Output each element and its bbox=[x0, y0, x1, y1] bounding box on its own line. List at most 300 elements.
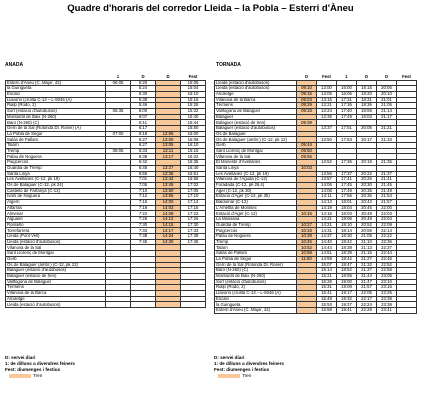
station-cell: Sant Llorenç de Montgai bbox=[6, 251, 106, 257]
time-cell: 07:00 bbox=[106, 131, 131, 137]
time-cell: 18:52 bbox=[337, 268, 357, 274]
station-cell: Montardit de Baix (N-260) bbox=[6, 114, 106, 120]
time-cell: 16:35 bbox=[181, 160, 206, 166]
time-cell: 14:13 bbox=[317, 199, 337, 205]
time-cell: 21:21 bbox=[377, 126, 397, 132]
time-cell: 15:04 bbox=[181, 86, 206, 92]
station-cell: Guàrdia de Tremp bbox=[6, 165, 106, 171]
time-cell: 18:15 bbox=[357, 86, 377, 92]
time-cell: 13:50 bbox=[317, 137, 337, 143]
time-cell: 18:03 bbox=[337, 211, 357, 217]
time-cell: 15:50 bbox=[181, 126, 206, 132]
time-cell: 13:35 bbox=[156, 171, 181, 177]
table-row bbox=[6, 302, 206, 308]
station-cell: Les Avellanes (C-12, pk 19) bbox=[6, 177, 106, 183]
legend-tren bbox=[5, 373, 75, 379]
time-cell: 22:17 bbox=[357, 296, 377, 302]
time-cell: 17:30 bbox=[181, 222, 206, 228]
station-cell: Estació d'Àger (C-12, pk 35) bbox=[215, 194, 297, 200]
station-cell: Rialp (Rodó, 2) bbox=[215, 285, 297, 291]
time-cell: 15:49 bbox=[317, 296, 337, 302]
time-cell: 15:07 bbox=[317, 262, 337, 268]
time-cell: 15:26 bbox=[181, 103, 206, 109]
time-cell: 16:00 bbox=[181, 131, 206, 137]
time-cell: 13:37 bbox=[317, 126, 337, 132]
legend-item: 1: de dilluns a divendres feiners bbox=[5, 361, 75, 366]
time-cell: 13:05 bbox=[317, 91, 337, 97]
time-cell: 22:03 bbox=[377, 211, 397, 217]
time-cell: 20:36 bbox=[357, 194, 377, 200]
time-cell: 6:33 bbox=[131, 148, 156, 154]
time-cell: 06:05 bbox=[106, 80, 131, 86]
anada-heading: ANADA bbox=[5, 62, 24, 68]
station-cell: Vilanova de la Barca bbox=[215, 97, 297, 103]
time-cell: 15:32 bbox=[181, 108, 206, 114]
time-cell: 21:37 bbox=[377, 171, 397, 177]
time-cell: 14:30 bbox=[156, 239, 181, 245]
station-cell: Baro (N-260) (C) bbox=[6, 120, 106, 126]
time-cell: 17:31 bbox=[337, 97, 357, 103]
time-cell bbox=[397, 308, 417, 314]
station-cell: Almenar bbox=[6, 211, 106, 217]
time-cell: 17:36 bbox=[337, 160, 357, 166]
time-cell: 16:22 bbox=[181, 154, 206, 160]
time-cell: 09:15 bbox=[297, 91, 317, 97]
time-cell: 20:17 bbox=[357, 137, 377, 143]
time-cell: 16:51 bbox=[181, 171, 206, 177]
time-cell: 5:30 bbox=[131, 91, 156, 97]
time-cell: 7:22 bbox=[131, 211, 156, 217]
time-cell: 7:45 bbox=[131, 239, 156, 245]
time-cell: 6:45 bbox=[131, 165, 156, 171]
time-cell: 22:14 bbox=[377, 228, 397, 234]
time-cell: 21:13 bbox=[357, 245, 377, 251]
time-cell: 19:03 bbox=[357, 114, 377, 120]
time-cell: 21:57 bbox=[377, 199, 397, 205]
time-cell: 23:05 bbox=[377, 273, 397, 279]
station-cell: Foradada (C-12, pk 26,4) bbox=[215, 182, 297, 188]
station-cell: Vilanova de la Sal bbox=[215, 154, 297, 160]
time-cell bbox=[297, 308, 317, 314]
time-cell: 18:30 bbox=[337, 234, 357, 240]
station-cell: Rialp (Rodó, 2) bbox=[6, 103, 106, 109]
time-cell: 20:26 bbox=[357, 177, 377, 183]
col-header: Fest bbox=[322, 74, 331, 79]
station-cell: Balaguer (estació d'autobusos) bbox=[6, 268, 106, 274]
col-header: D bbox=[166, 74, 170, 79]
time-cell: 17:49 bbox=[337, 188, 357, 194]
station-cell: Tremp bbox=[215, 239, 297, 245]
time-cell: 09:50 bbox=[297, 148, 317, 154]
time-cell: 13:27 bbox=[156, 165, 181, 171]
time-cell: 5:46 bbox=[131, 103, 156, 109]
time-cell: 18:59 bbox=[357, 108, 377, 114]
time-cell: 17:22 bbox=[181, 211, 206, 217]
time-cell: 21:44 bbox=[357, 273, 377, 279]
time-cell: 17:40 bbox=[337, 108, 357, 114]
time-cell: 15:53 bbox=[317, 302, 337, 308]
time-cell: 15:44 bbox=[181, 120, 206, 126]
time-cell: 6:55 bbox=[131, 171, 156, 177]
time-cell: 22:04 bbox=[377, 217, 397, 223]
time-cell: 6:42 bbox=[131, 160, 156, 166]
legend-item: 1: de dilluns a divendres feiners bbox=[214, 361, 284, 366]
time-cell: 20:22 bbox=[357, 171, 377, 177]
time-cell: 22:05 bbox=[357, 290, 377, 296]
time-cell: 17:49 bbox=[337, 114, 357, 120]
time-cell: 22:44 bbox=[377, 251, 397, 257]
legend-item: Fest: diumenges i festius bbox=[5, 367, 61, 372]
time-cell: 14:16 bbox=[317, 211, 337, 217]
station-cell: Lleida (estació d'autobusos) bbox=[6, 239, 106, 245]
time-cell: 20:05 bbox=[357, 126, 377, 132]
time-cell: 14:44 bbox=[317, 245, 337, 251]
station-cell: Vallfogona de Balaguer bbox=[215, 108, 297, 114]
time-cell: 7:18 bbox=[131, 205, 156, 211]
time-cell bbox=[181, 302, 206, 308]
col-header: D bbox=[364, 74, 369, 79]
time-cell: 06:35 bbox=[106, 108, 131, 114]
station-cell: la Guingueta bbox=[215, 302, 297, 308]
station-cell: Santa Linya bbox=[6, 171, 106, 177]
time-cell: 6:27 bbox=[131, 143, 156, 149]
col-header: 1 bbox=[116, 74, 120, 79]
time-cell: 17:14 bbox=[181, 199, 206, 205]
station-cell: Palau de Noguera bbox=[6, 154, 106, 160]
table-row bbox=[215, 308, 417, 314]
time-cell: 10:27 bbox=[297, 222, 317, 228]
time-cell: 17:02 bbox=[181, 182, 206, 188]
tren-label: Tren bbox=[242, 373, 252, 378]
time-cell: 15:58 bbox=[317, 308, 337, 314]
time-cell: 13:35 bbox=[317, 114, 337, 120]
time-cell: 16:10 bbox=[181, 143, 206, 149]
time-cell: 14:17 bbox=[156, 228, 181, 234]
station-cell: Balaguer (estació de tren) bbox=[6, 273, 106, 279]
time-cell: 18:10 bbox=[337, 222, 357, 228]
time-cell: 23:25 bbox=[377, 290, 397, 296]
time-cell: 10:58 bbox=[297, 251, 317, 257]
station-cell: Lleida (Pont Vell) bbox=[6, 234, 106, 240]
time-cell: 17:16 bbox=[181, 205, 206, 211]
time-cell: 23:39 bbox=[377, 302, 397, 308]
station-cell: Alguaire bbox=[6, 217, 106, 223]
station-cell: Vilanova de l'Aguda (C-12) bbox=[215, 177, 297, 183]
time-cell: 09:33 bbox=[297, 108, 317, 114]
time-cell: 21:01 bbox=[377, 97, 397, 103]
time-cell: 14:19 bbox=[317, 205, 337, 211]
station-cell: Sort (estació d'autobusos) bbox=[215, 279, 297, 285]
time-cell: 5:20 bbox=[131, 80, 156, 86]
time-cell: 08:05 bbox=[106, 148, 131, 154]
time-cell: 16:58 bbox=[181, 177, 206, 183]
time-cell: 18:01 bbox=[337, 199, 357, 205]
time-cell: 15:40 bbox=[181, 114, 206, 120]
time-cell: 14:15 bbox=[156, 222, 181, 228]
legend-item: D: servei diari bbox=[5, 355, 36, 360]
time-cell: 14:00 bbox=[156, 199, 181, 205]
col-header: Fest bbox=[188, 74, 198, 79]
time-cell: 19:17 bbox=[337, 290, 357, 296]
station-cell: Balaguer bbox=[215, 114, 297, 120]
time-cell: 18:55 bbox=[337, 273, 357, 279]
time-cell: 17:26 bbox=[181, 217, 206, 223]
time-cell: 21:05 bbox=[357, 234, 377, 240]
time-cell: 13:56 bbox=[317, 171, 337, 177]
time-cell: 21:32 bbox=[357, 262, 377, 268]
time-cell: 10:52 bbox=[297, 245, 317, 251]
time-cell: 5:24 bbox=[131, 86, 156, 92]
station-cell: L'Àmetlla de Montsec bbox=[215, 205, 297, 211]
time-cell: 13:55 bbox=[156, 194, 181, 200]
time-cell: 17:05 bbox=[181, 188, 206, 194]
time-cell: 7:05 bbox=[131, 182, 156, 188]
time-cell: 21:35 bbox=[377, 160, 397, 166]
time-cell: 21:10 bbox=[357, 239, 377, 245]
time-cell: 23:10 bbox=[377, 279, 397, 285]
legend-right bbox=[214, 355, 284, 379]
time-cell: 09:23 bbox=[297, 97, 317, 103]
station-cell: Gerb bbox=[215, 143, 297, 149]
time-cell: 18:42 bbox=[337, 239, 357, 245]
station-cell: Os de Balaguer (ambr.) (C-12, pk 12) bbox=[6, 262, 106, 268]
time-cell: 20:05 bbox=[377, 86, 397, 92]
station-cell: Escaló bbox=[6, 91, 106, 97]
station-cell: Algerri bbox=[6, 199, 106, 205]
time-cell: 21:37 bbox=[357, 268, 377, 274]
time-cell: 6:38 bbox=[131, 154, 156, 160]
station-cell: Estació d'Àger (C-12) bbox=[215, 211, 297, 217]
time-cell: 17:56 bbox=[337, 194, 357, 200]
station-cell: Esterri d'Àneu (C. Major, 42) bbox=[215, 308, 297, 314]
time-cell: 6:11 bbox=[131, 120, 156, 126]
time-cell: 13:50 bbox=[156, 188, 181, 194]
time-cell: 21:57 bbox=[357, 285, 377, 291]
time-cell: 13:11 bbox=[156, 148, 181, 154]
station-cell: Talarn bbox=[215, 245, 297, 251]
time-cell: 6:07 bbox=[131, 114, 156, 120]
time-cell: 09:55 bbox=[297, 154, 317, 160]
station-cell: Ivars de Noguera bbox=[6, 194, 106, 200]
time-cell: 09:39 bbox=[297, 120, 317, 126]
station-cell: Alcoletge bbox=[6, 296, 106, 302]
time-cell: 15:28 bbox=[317, 279, 337, 285]
time-cell: 6:18 bbox=[131, 131, 156, 137]
legend-tren bbox=[214, 373, 284, 379]
time-cell: 21:16 bbox=[357, 251, 377, 257]
time-cell: 12:55 bbox=[156, 131, 181, 137]
time-cell: 18:47 bbox=[337, 262, 357, 268]
time-cell: 15:21 bbox=[317, 273, 337, 279]
time-cell: 18:20 bbox=[357, 91, 377, 97]
time-cell: 14:37 bbox=[317, 234, 337, 240]
time-cell: 17:38 bbox=[181, 234, 206, 240]
time-cell: 13:00 bbox=[156, 137, 181, 143]
time-cell: 15:16 bbox=[181, 97, 206, 103]
station-cell: Santa Linya bbox=[215, 165, 297, 171]
col-header: D bbox=[384, 74, 389, 79]
station-cell: Baldomar (C-12) bbox=[215, 199, 297, 205]
time-cell: 20:30 bbox=[357, 182, 377, 188]
time-cell: 20:45 bbox=[357, 205, 377, 211]
time-cell: 14:12 bbox=[156, 217, 181, 223]
time-cell: 13:42 bbox=[156, 177, 181, 183]
time-cell: 17:33 bbox=[181, 228, 206, 234]
station-cell: Os de Balaguer (ambr.) (C-12, pk 12) bbox=[215, 137, 297, 143]
time-cell bbox=[106, 302, 131, 308]
time-cell: 19:32 bbox=[337, 296, 357, 302]
station-cell: Salàs de Pallars bbox=[6, 137, 106, 143]
time-cell: 14:31 bbox=[317, 228, 337, 234]
station-cell: Llavorsí (cruïlla C-13 – L-5046 (A) bbox=[6, 97, 106, 103]
station-cell: Les Avellanes (C-12, pk 19) bbox=[215, 171, 297, 177]
station-cell: La Massana bbox=[215, 217, 297, 223]
station-cell: Escaló bbox=[215, 296, 297, 302]
station-cell: Salàs de Pallars bbox=[215, 251, 297, 257]
time-cell: 14:51 bbox=[317, 251, 337, 257]
time-cell: 14:21 bbox=[317, 217, 337, 223]
time-cell: 09:10 bbox=[297, 86, 317, 92]
tren-label: Tren bbox=[33, 373, 43, 378]
station-cell: Alfarràs bbox=[6, 205, 106, 211]
time-cell: 16:08 bbox=[181, 137, 206, 143]
time-cell: 10:03 bbox=[297, 165, 317, 171]
legend-left bbox=[5, 355, 75, 379]
time-cell: 6:27 bbox=[131, 137, 156, 143]
station-cell: Vallfogona de Balaguer bbox=[6, 279, 106, 285]
time-cell: 7:15 bbox=[131, 199, 156, 205]
time-cell: 7:30 bbox=[131, 222, 156, 228]
time-cell: 22:29 bbox=[357, 308, 377, 314]
time-cell: 21:54 bbox=[377, 194, 397, 200]
station-cell: Sort (estació d'autobusos) bbox=[6, 108, 106, 114]
time-cell: 20:49 bbox=[357, 217, 377, 223]
station-cell: Puigcercós bbox=[6, 160, 106, 166]
time-cell: 14:08 bbox=[317, 188, 337, 194]
time-cell: 14:59 bbox=[317, 256, 337, 262]
station-cell: Montardit de Baix (N-260) bbox=[215, 273, 297, 279]
time-cell: 17:53 bbox=[337, 137, 357, 143]
time-cell: 18:42 bbox=[337, 256, 357, 262]
station-cell: Os de Balaguer (C-12, pk 24) bbox=[6, 182, 106, 188]
time-cell: 7:33 bbox=[131, 228, 156, 234]
time-cell: 09:44 bbox=[297, 143, 317, 149]
time-cell: 21:47 bbox=[357, 279, 377, 285]
time-cell: 7:38 bbox=[131, 234, 156, 240]
page-title: Quadre d'horaris del corredor Lleida – la Pobla – Esterri d'Àneu bbox=[67, 3, 354, 14]
time-cell: 15:05 bbox=[181, 80, 206, 86]
col-header: 1 bbox=[345, 74, 348, 79]
time-cell: 19:37 bbox=[337, 302, 357, 308]
time-cell: 23:39 bbox=[377, 296, 397, 302]
time-cell: 17:45 bbox=[337, 182, 357, 188]
time-cell: 13:24 bbox=[317, 108, 337, 114]
time-cell: 22:36 bbox=[377, 239, 397, 245]
time-cell: 21:17 bbox=[377, 114, 397, 120]
time-cell: 22:09 bbox=[377, 222, 397, 228]
time-cell: 17:36 bbox=[337, 103, 357, 109]
col-header: D bbox=[304, 74, 309, 79]
station-cell: Vilanova de la Barca bbox=[6, 290, 106, 296]
time-cell: 22:24 bbox=[357, 302, 377, 308]
time-cell: 17:37 bbox=[337, 171, 357, 177]
time-cell: 14:06 bbox=[317, 182, 337, 188]
station-cell: Térmens bbox=[215, 103, 297, 109]
time-cell: 23:15 bbox=[377, 285, 397, 291]
station-cell: Gerri de la Sal (Rotonda Dl. Roser) (A) bbox=[6, 126, 106, 132]
time-cell: 15:41 bbox=[317, 290, 337, 296]
tren-swatch bbox=[9, 374, 31, 378]
tren-swatch bbox=[218, 374, 240, 378]
time-cell: 19:41 bbox=[337, 308, 357, 314]
station-cell: Sant Llorenç de Montgai bbox=[215, 148, 297, 154]
station-cell: la Guingueta bbox=[6, 86, 106, 92]
time-cell: 13:52 bbox=[317, 160, 337, 166]
time-cell: 21:33 bbox=[377, 137, 397, 143]
station-cell: La Pobla de Segur bbox=[215, 256, 297, 262]
time-cell: 6:00 bbox=[131, 108, 156, 114]
time-cell: 18:14 bbox=[337, 228, 357, 234]
time-cell: 7:01 bbox=[131, 177, 156, 183]
time-cell: 14:24 bbox=[156, 234, 181, 240]
time-cell: 7:26 bbox=[131, 217, 156, 223]
time-cell: 17:10 bbox=[181, 194, 206, 200]
time-cell bbox=[156, 302, 181, 308]
station-cell: Gerri de la Sal (Rotonda Dl. Roser) bbox=[215, 262, 297, 268]
time-cell: 14:21 bbox=[317, 222, 337, 228]
time-cell: 14:08 bbox=[156, 211, 181, 217]
time-cell: 10:38 bbox=[297, 234, 317, 240]
time-cell: 16:40 bbox=[181, 165, 206, 171]
time-cell: 23:41 bbox=[377, 308, 397, 314]
time-cell: 13:45 bbox=[156, 182, 181, 188]
time-cell: 19:09 bbox=[337, 285, 357, 291]
time-cell: 21:05 bbox=[377, 103, 397, 109]
time-cell: 10:45 bbox=[297, 239, 317, 245]
legend-item: Fest: diumenges i festius bbox=[214, 367, 270, 372]
tornada-timetable bbox=[214, 74, 417, 314]
station-cell: Lleida (estació d'autobusos) bbox=[215, 86, 297, 92]
time-cell: 20:52 bbox=[357, 222, 377, 228]
time-cell: 19:00 bbox=[337, 279, 357, 285]
station-cell: Palau de Noguera bbox=[215, 234, 297, 240]
time-cell: 21:14 bbox=[377, 108, 397, 114]
time-cell: 18:36 bbox=[357, 103, 377, 109]
time-cell: 18:38 bbox=[337, 245, 357, 251]
time-cell: 21:49 bbox=[377, 188, 397, 194]
time-cell: 22:22 bbox=[377, 234, 397, 240]
time-cell: 13:00 bbox=[317, 86, 337, 92]
time-cell: 21:41 bbox=[377, 177, 397, 183]
station-cell: Os de Balaguer bbox=[215, 131, 297, 137]
station-cell: Térmens bbox=[6, 285, 106, 291]
time-cell: 14:40 bbox=[317, 239, 337, 245]
station-cell: Balaguer (estació d'autobusos) bbox=[215, 126, 297, 132]
time-cell: 17:45 bbox=[181, 239, 206, 245]
time-cell: 11:00 bbox=[297, 256, 317, 262]
station-cell: Llavorsí (cruïlla C-13 – L-5046 (A) bbox=[215, 290, 297, 296]
col-header: Fest bbox=[402, 74, 411, 79]
time-cell: 20:10 bbox=[377, 91, 397, 97]
time-cell: 09:29 bbox=[297, 103, 317, 109]
time-cell: 18:39 bbox=[337, 251, 357, 257]
station-cell: Lleida (estació d'autobusos) bbox=[215, 80, 297, 86]
time-cell: 20:19 bbox=[357, 160, 377, 166]
time-cell: 7:12 bbox=[131, 194, 156, 200]
station-cell: Vilanova de la Sal bbox=[6, 245, 106, 251]
time-cell: 13:21 bbox=[317, 103, 337, 109]
time-cell: 13:05 bbox=[156, 143, 181, 149]
